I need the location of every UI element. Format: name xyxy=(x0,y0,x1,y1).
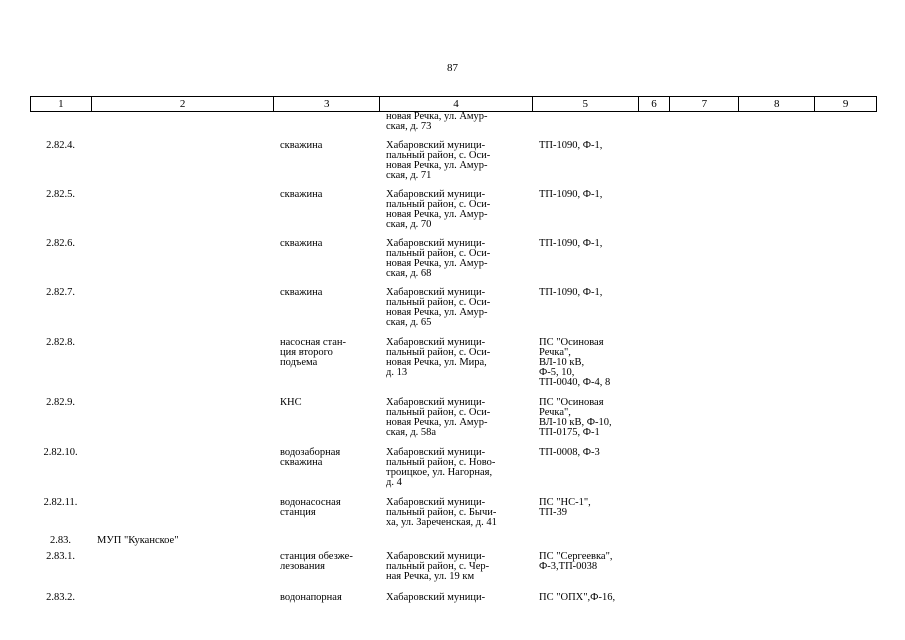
row-address-line: ская, д. 70 xyxy=(386,219,432,230)
header-col-5: 5 xyxy=(533,97,639,111)
row-address-line: Хабаровский муници- xyxy=(386,238,486,249)
row-power-source xyxy=(539,141,602,151)
header-col-1: 1 xyxy=(31,97,92,111)
row-address xyxy=(386,593,485,603)
row-power-source-line: ТП-1090, Ф-1, xyxy=(539,140,603,151)
row-power-source-line: ПС "ОПХ",Ф-16, xyxy=(539,592,616,603)
row-address-line: новая Речка, ул. Амур- xyxy=(386,307,488,318)
row-object xyxy=(280,239,322,249)
row-power-source xyxy=(539,448,600,458)
row-object xyxy=(280,552,353,572)
row-object-line: водозаборная xyxy=(280,447,341,458)
row-address-line: Хабаровский муници- xyxy=(386,397,486,408)
row-power-source-line: ВЛ-10 кВ, xyxy=(539,357,585,368)
row-number xyxy=(30,141,91,151)
row-power-source-line: ТП-0040, Ф-4, 8 xyxy=(539,377,611,388)
row-object xyxy=(280,338,346,368)
row-number xyxy=(30,448,91,458)
row-address-line: Хабаровский муници- xyxy=(386,140,486,151)
row-address-line: пальный район, с. Оси- xyxy=(386,150,491,161)
row-number-line: 2.82.5. xyxy=(46,189,75,200)
header-col-2: 2 xyxy=(92,97,275,111)
row-address-line: д. 13 xyxy=(386,367,408,378)
row-address xyxy=(386,288,490,328)
row-power-source xyxy=(539,288,602,298)
row-power-source-line: ТП-1090, Ф-1, xyxy=(539,287,603,298)
row-organization-line: МУП "Куканское" xyxy=(97,535,179,546)
row-number xyxy=(30,552,91,562)
row-address-line: новая Речка, ул. Амур- xyxy=(386,209,488,220)
row-number-line: 2.83. xyxy=(50,535,71,546)
row-address-line: Хабаровский муници- xyxy=(386,551,486,562)
row-power-source-line: ТП-1090, Ф-1, xyxy=(539,189,603,200)
row-address-line: ская, д. 73 xyxy=(386,121,432,132)
row-address-line: пальный район, с. Оси- xyxy=(386,297,491,308)
row-power-source-line: Ф-3,ТП-0038 xyxy=(539,561,598,572)
row-object-line: скважина xyxy=(280,457,323,468)
row-number xyxy=(30,536,91,546)
row-address-line: Хабаровский муници- xyxy=(386,497,486,508)
row-object-line: водонасосная xyxy=(280,497,341,508)
row-power-source xyxy=(539,593,615,603)
row-address-line: ха, ул. Зареченская, д. 41 xyxy=(386,517,497,528)
row-address xyxy=(386,448,495,488)
row-power-source-line: Ф-5, 10, xyxy=(539,367,575,378)
row-number-line: 2.82.10. xyxy=(43,447,78,458)
row-power-source-line: ВЛ-10 кВ, Ф-10, xyxy=(539,417,612,428)
row-object-line: скважина xyxy=(280,140,323,151)
row-address xyxy=(386,190,490,230)
row-power-source xyxy=(539,338,610,388)
row-address-line: пальный район, с. Оси- xyxy=(386,347,491,358)
row-number xyxy=(30,398,91,408)
row-object-line: ция второго xyxy=(280,347,333,358)
row-object xyxy=(280,288,322,298)
row-power-source-line: Речка", xyxy=(539,407,571,418)
row-address-line: новая Речка, ул. Амур- xyxy=(386,258,488,269)
header-col-9: 9 xyxy=(842,98,849,110)
row-address xyxy=(386,239,490,279)
header-col-6: 6 xyxy=(639,97,671,111)
row-object xyxy=(280,448,340,468)
row-address-line: пальный район, с. Оси- xyxy=(386,199,491,210)
row-object-line: подъема xyxy=(280,357,318,368)
row-address-line: троицкое, ул. Нагорная, xyxy=(386,467,493,478)
row-object xyxy=(280,398,302,408)
row-address-line: новая Речка, ул. Амур- xyxy=(386,111,488,122)
row-number-line: 2.82.9. xyxy=(46,397,75,408)
row-address-line: д. 4 xyxy=(386,477,402,488)
row-address-line: Хабаровский муници- xyxy=(386,287,486,298)
header-col-3: 3 xyxy=(274,97,380,111)
row-number-line: 2.82.11. xyxy=(43,497,78,508)
row-number-line: 2.83.2. xyxy=(46,592,75,603)
row-address-line: пальный район, с. Бычи- xyxy=(386,507,497,518)
row-object xyxy=(280,190,322,200)
row-address xyxy=(386,338,490,378)
row-object-line: насосная стан- xyxy=(280,337,346,348)
row-object xyxy=(280,498,341,518)
row-power-source-line: ПС "Осиновая xyxy=(539,337,604,348)
row-address-line: Хабаровский муници- xyxy=(386,592,486,603)
row-address-line: новая Речка, ул. Мира, xyxy=(386,357,487,368)
row-power-source-line: Речка", xyxy=(539,347,571,358)
row-object-line: лезования xyxy=(280,561,325,572)
row-power-source-line: ТП-1090, Ф-1, xyxy=(539,238,603,249)
row-address xyxy=(386,398,490,438)
row-object xyxy=(280,141,322,151)
header-col-8: 8 xyxy=(739,97,815,111)
table-header xyxy=(30,96,877,112)
row-address-line: пальный район, с. Чер- xyxy=(386,561,490,572)
row-power-source-line: ПС "Сергеевка", xyxy=(539,551,613,562)
row-address xyxy=(386,141,490,181)
row-power-source-line: ТП-0175, Ф-1 xyxy=(539,427,600,438)
row-organization xyxy=(97,536,179,546)
row-number xyxy=(30,288,91,298)
row-address-line: ская, д. 71 xyxy=(386,170,432,181)
page-number: 87 xyxy=(447,62,458,74)
row-address-line: ская, д. 68 xyxy=(386,268,432,279)
row-address-line: новая Речка, ул. Амур- xyxy=(386,160,488,171)
row-power-source xyxy=(539,498,591,518)
row-power-source-line: ТП-0008, Ф-3 xyxy=(539,447,600,458)
header-col-7: 7 xyxy=(670,97,739,111)
row-address-line: новая Речка, ул. Амур- xyxy=(386,417,488,428)
row-power-source xyxy=(539,398,612,438)
row-object-line: скважина xyxy=(280,287,323,298)
row-number xyxy=(30,498,91,508)
row-address-line: пальный район, с. Ново- xyxy=(386,457,496,468)
row-power-source xyxy=(539,552,613,572)
row-address-line: ская, д. 65 xyxy=(386,317,432,328)
row-object-line: КНС xyxy=(280,397,302,408)
header-col-4: 4 xyxy=(380,97,533,111)
row-number xyxy=(30,338,91,348)
row-address-line: Хабаровский муници- xyxy=(386,189,486,200)
row-address-line: ная Речка, ул. 19 км xyxy=(386,571,475,582)
row-address-line: Хабаровский муници- xyxy=(386,447,486,458)
row-object-line: станция xyxy=(280,507,316,518)
row-object xyxy=(280,593,342,603)
row-object-line: скважина xyxy=(280,238,323,249)
row-object-line: скважина xyxy=(280,189,323,200)
row-address-line: пальный район, с. Оси- xyxy=(386,248,491,259)
row-number-line: 2.82.8. xyxy=(46,337,75,348)
row-number-line: 2.82.7. xyxy=(46,287,75,298)
row-number xyxy=(30,239,91,249)
row-address-line: Хабаровский муници- xyxy=(386,337,486,348)
row-object-line: станция обезже- xyxy=(280,551,353,562)
row-address xyxy=(386,112,488,132)
row-power-source xyxy=(539,190,602,200)
row-power-source-line: ПС "Осиновая xyxy=(539,397,604,408)
row-number xyxy=(30,190,91,200)
row-number-line: 2.82.6. xyxy=(46,238,75,249)
row-power-source-line: ПС "НС-1", xyxy=(539,497,591,508)
row-address xyxy=(386,552,489,582)
row-number-line: 2.82.4. xyxy=(46,140,75,151)
row-address-line: пальный район, с. Оси- xyxy=(386,407,491,418)
row-address xyxy=(386,498,497,528)
row-object-line: водонапорная xyxy=(280,592,342,603)
row-number-line: 2.83.1. xyxy=(46,551,75,562)
row-address-line: ская, д. 58а xyxy=(386,427,437,438)
row-power-source xyxy=(539,239,602,249)
row-power-source-line: ТП-39 xyxy=(539,507,567,518)
row-number xyxy=(30,593,91,603)
